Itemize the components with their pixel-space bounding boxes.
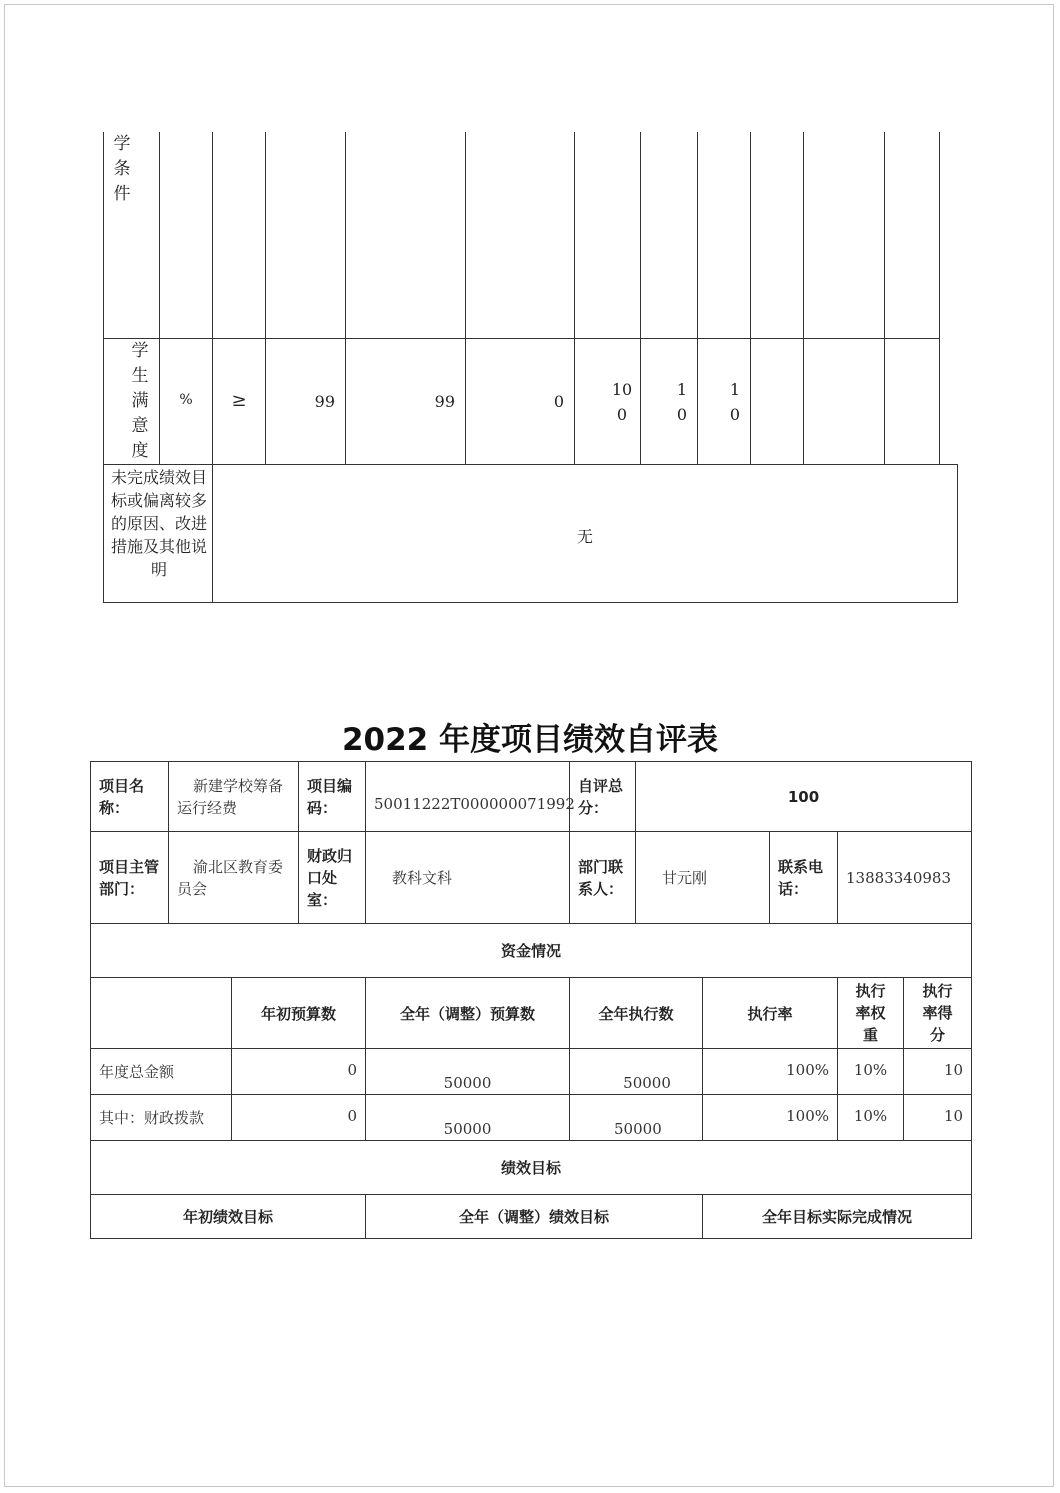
target-adjusted-cell: 99 [434, 392, 455, 411]
funds-header-weight: 执行率权重 [838, 978, 904, 1049]
score-cell: 1 0 [729, 380, 741, 424]
column-divider [345, 132, 346, 465]
column-divider [159, 132, 160, 465]
column-divider [884, 132, 885, 465]
column-divider [957, 464, 958, 603]
reason-value: 无 [576, 527, 593, 546]
funds-header-blank [91, 978, 232, 1049]
performance-section-title: 绩效目标 [91, 1141, 972, 1195]
funds-rate: 100% [703, 1095, 838, 1141]
page-title: 2022 年度项目绩效自评表 [341, 722, 719, 758]
project-row [91, 762, 972, 832]
name-label: 项目名称： [91, 762, 169, 832]
operator-cell: ≥ [231, 390, 247, 411]
funds-executed: 50000 [570, 1049, 703, 1095]
indicator-name-1: 学条件 [113, 134, 131, 204]
performance-header-initial: 年初绩效目标 [91, 1195, 366, 1239]
row-divider [103, 338, 940, 339]
reason-label: 未完成绩效目标或偏离较多的原因、改进措施及其他说明 [110, 468, 207, 579]
funds-score: 10 [904, 1095, 972, 1141]
unit-cell: % [179, 392, 193, 408]
funds-section-title: 资金情况 [91, 924, 972, 978]
score-label: 自评总分： [570, 762, 636, 832]
actual-cell: 0 [553, 392, 564, 411]
funds-initial: 0 [232, 1049, 366, 1095]
name-value: 新建学校筹备运行经费 [169, 762, 299, 832]
column-divider [750, 132, 751, 465]
code-label: 项目编码： [299, 762, 366, 832]
office-value: 教科文科 [366, 832, 570, 924]
target-initial-cell: 99 [314, 392, 335, 411]
funds-weight: 10% [838, 1095, 904, 1141]
dept-label: 项目主管部门： [91, 832, 169, 924]
code-value: 50011222T000000071992 [366, 762, 570, 832]
contact-label: 部门联系人： [570, 832, 636, 924]
funds-header-adjusted: 全年（调整）预算数 [366, 978, 570, 1049]
score-total-cell: 10 0 [611, 380, 633, 424]
phone-label: 联系电话： [770, 832, 838, 924]
funds-row-total [91, 1049, 972, 1095]
column-divider [574, 132, 575, 465]
performance-header-actual: 全年目标实际完成情况 [703, 1195, 972, 1239]
column-divider [103, 132, 104, 603]
funds-section-row [91, 924, 972, 978]
funds-initial: 0 [232, 1095, 366, 1141]
funds-adjusted: 50000 [366, 1095, 570, 1141]
funds-row-label: 其中：财政拨款 [91, 1095, 232, 1141]
funds-score: 10 [904, 1049, 972, 1095]
indicator-name-2: 学生满意度 [131, 341, 149, 461]
funds-executed: 50000 [570, 1095, 703, 1141]
funds-row-fiscal [91, 1095, 972, 1141]
funds-weight: 10% [838, 1049, 904, 1095]
column-divider [939, 132, 940, 465]
performance-header-row [91, 1195, 972, 1239]
office-label: 财政归口处室： [299, 832, 366, 924]
funds-row-label: 年度总金额 [91, 1049, 232, 1095]
contact-value: 甘元刚 [636, 832, 770, 924]
row-divider [103, 464, 958, 465]
weight-cell: 1 0 [676, 380, 688, 424]
column-divider [640, 132, 641, 465]
dept-row [91, 832, 972, 924]
column-divider [465, 132, 466, 465]
row-divider [103, 602, 958, 603]
self-evaluation-table [90, 761, 972, 1239]
performance-section-row [91, 1141, 972, 1195]
funds-header-executed: 全年执行数 [570, 978, 703, 1049]
funds-header-initial: 年初预算数 [232, 978, 366, 1049]
column-divider [697, 132, 698, 465]
column-divider [803, 132, 804, 465]
funds-header-rate: 执行率 [703, 978, 838, 1049]
dept-value: 渝北区教育委员会 [169, 832, 299, 924]
funds-adjusted: 50000 [366, 1049, 570, 1095]
funds-header-score: 执行率得分 [904, 978, 972, 1049]
score-value: 100 [636, 762, 972, 832]
column-divider [265, 132, 266, 465]
phone-value: 13883340983 [838, 832, 972, 924]
performance-header-adjusted: 全年（调整）绩效目标 [366, 1195, 703, 1239]
funds-rate: 100% [703, 1049, 838, 1095]
funds-header-row [91, 978, 972, 1049]
